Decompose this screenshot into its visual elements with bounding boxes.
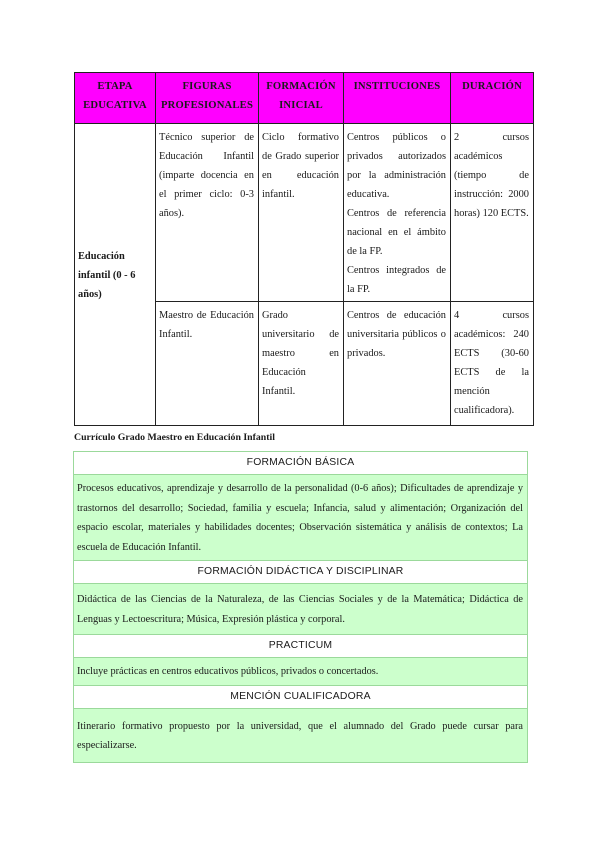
table-row	[75, 124, 534, 302]
stage-cell: Educación infantil (0 - 6 años)	[75, 124, 156, 426]
education-stage-table	[74, 72, 534, 426]
formacion-cell: Ciclo formativo de Grado superior en educación infantil.	[259, 124, 344, 302]
section-body-practicum: Incluye prácticas en centros educativos públicos, privados o concertados.	[74, 658, 528, 686]
duracion-cell: 2 cursos académicos (tiempo de instrucción: 2000 horas) 120 ECTS.	[451, 124, 534, 302]
header-figuras: FIGURAS PROFESIONALES	[156, 73, 259, 124]
section-heading-formacion-didactica: FORMACIÓN DIDÁCTICA Y DISCIPLINAR	[74, 561, 528, 584]
section-heading-mencion: MENCIÓN CUALIFICADORA	[74, 686, 528, 709]
institution-item: Centros integrados de la FP.	[347, 265, 446, 295]
institution-item: Centros de referencia nacional en el ámbito de la FP.	[347, 208, 446, 257]
formacion-cell: Grado universitario de maestro en Educación Infantil.	[259, 302, 344, 426]
table-header-row	[75, 73, 534, 124]
section-heading-practicum: PRACTICUM	[74, 635, 528, 658]
section-body-formacion-didactica: Didáctica de las Ciencias de la Naturaleza, de las Ciencias Sociales y de la Matemática; Didáctica de Lenguas y Lectoescritura; Música, Expresión plástica y corporal.	[74, 584, 528, 635]
figura-cell: Técnico superior de Educación Infantil (imparte docencia en el primer ciclo: 0-3 años).	[156, 124, 259, 302]
section-body-mencion: Itinerario formativo propuesto por la universidad, que el alumnado del Grado puede cursar para especializarse.	[74, 709, 528, 763]
section-body-formacion-basica: Procesos educativos, aprendizaje y desarrollo de la personalidad (0-6 años); Dificultades de aprendizaje y trastornos del desarrollo; Sociedad, familia y escuela; Infancia, salud y alimentación; Organización del espacio escolar, materiales y habilidades docentes; Observación sistemática y análisis de contextos; La escuela de Educación Infantil.	[74, 475, 528, 561]
header-duracion: DURACIÓN	[451, 73, 534, 124]
institution-item: Centros de educación universitaria públicos o privados.	[347, 310, 446, 359]
instituciones-cell	[344, 302, 451, 426]
curriculum-title: Currículo Grado Maestro en Educación Infantil	[74, 432, 275, 443]
institution-item: Centros públicos o privados autorizados por la administración educativa.	[347, 132, 446, 200]
header-formacion: FORMACIÓN INICIAL	[259, 73, 344, 124]
curriculum-table	[73, 451, 528, 763]
instituciones-cell	[344, 124, 451, 302]
figura-cell: Maestro de Educación Infantil.	[156, 302, 259, 426]
header-instituciones: INSTITUCIONES	[344, 73, 451, 124]
header-etapa: ETAPA EDUCATIVA	[75, 73, 156, 124]
section-heading-formacion-basica: FORMACIÓN BÁSICA	[74, 452, 528, 475]
duracion-cell: 4 cursos académicos: 240 ECTS (30-60 ECTS de la mención cualificadora).	[451, 302, 534, 426]
